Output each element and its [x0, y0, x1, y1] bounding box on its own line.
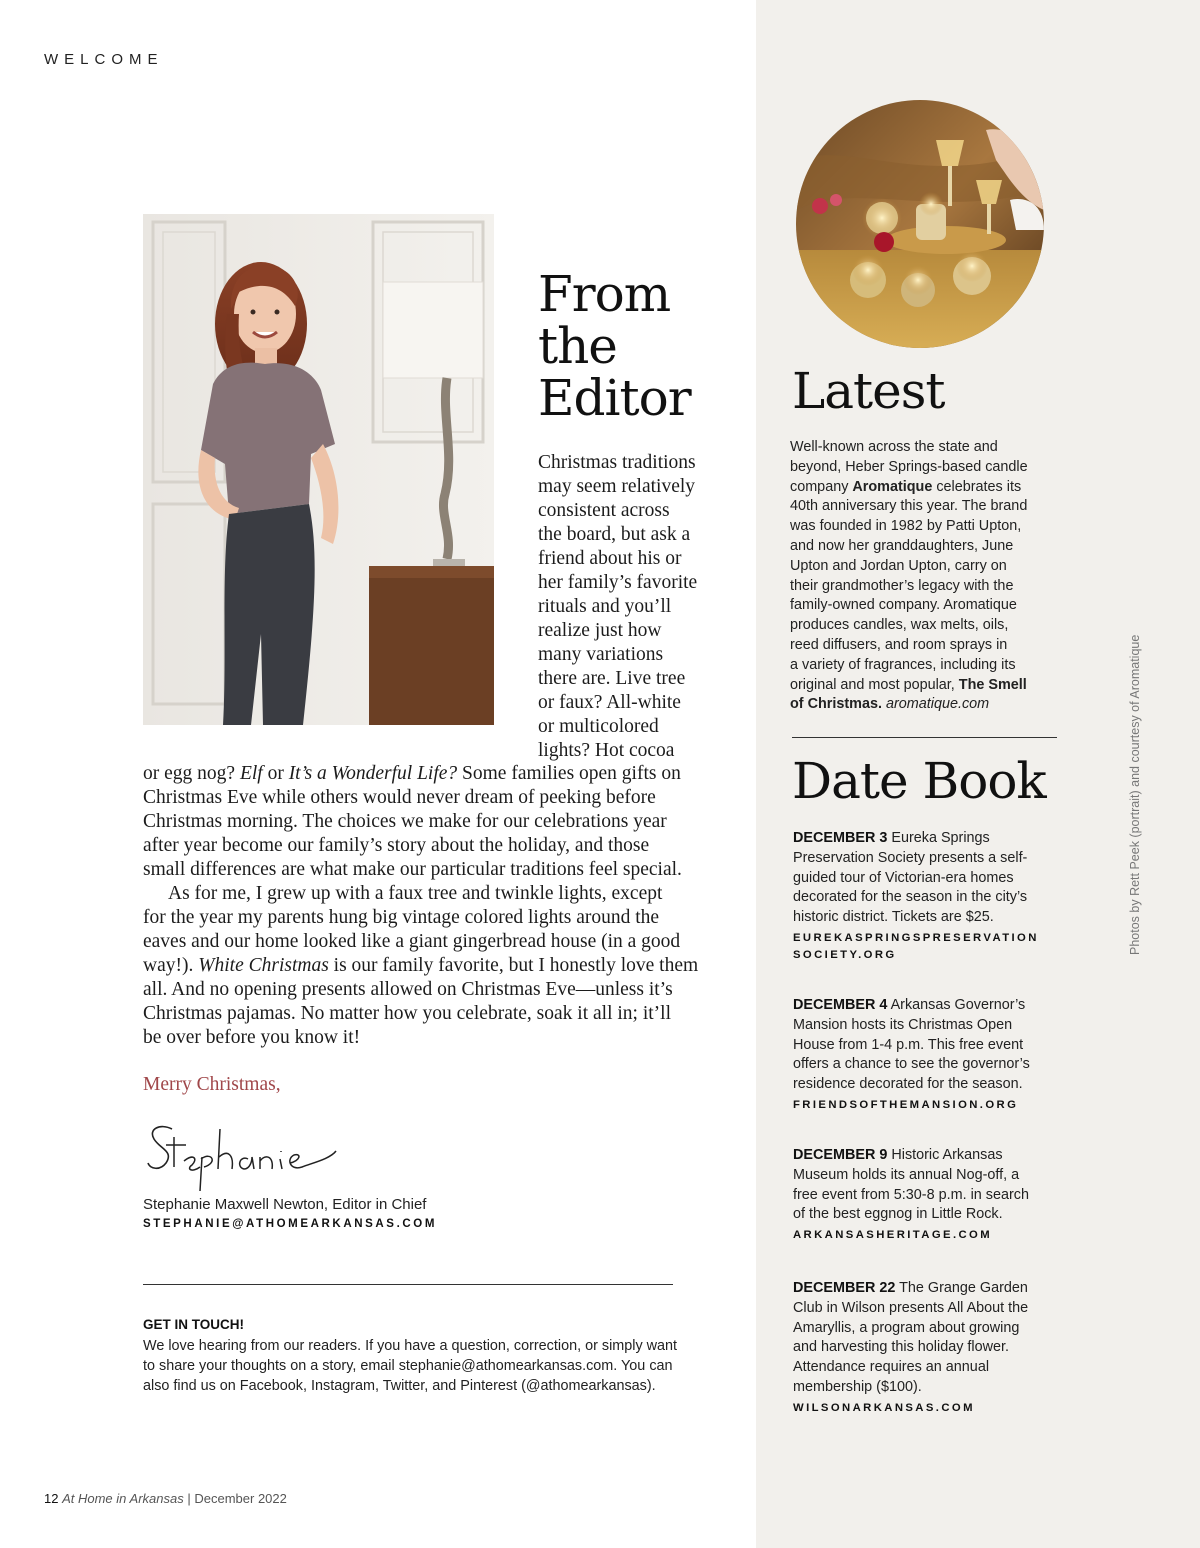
event-text: Arkansas Governor’s [887, 997, 1026, 1013]
latest-title: Latest [792, 362, 945, 420]
event-url[interactable] [793, 1097, 1063, 1114]
letter-line: friend about his or [538, 548, 682, 569]
letter-line: realize just how [538, 620, 662, 641]
event-url[interactable] [793, 1227, 1063, 1244]
photo-credit: Photos by Rett Peek (portrait) and courtesy of Aromatique [1128, 634, 1142, 955]
letter-line: or multicolored [538, 716, 659, 737]
event-line [793, 829, 1063, 849]
editor-title [538, 265, 691, 427]
event-url-line[interactable]: ARKANSASHERITAGE.COM [793, 1229, 993, 1242]
event-date: DECEMBER 9 [793, 1147, 888, 1163]
latest-line: produces candles, wax melts, oils, [790, 617, 1009, 634]
event-text: Historic Arkansas [887, 1147, 1003, 1163]
event-url[interactable] [793, 1400, 1063, 1417]
latest-body [790, 438, 1060, 715]
letter-line [143, 762, 713, 786]
latest-text: celebrates its [932, 478, 1022, 495]
editor-letter-narrow-column [538, 451, 738, 763]
letter-line: As for me, I grew up with a faux tree and twinkle lights, except [168, 883, 663, 904]
divider [143, 1284, 673, 1285]
product-name: of Christmas. [790, 696, 882, 713]
latest-text: original and most popular, [790, 676, 959, 693]
letter-line: be over before you know it! [143, 1027, 361, 1048]
letter-line: lights? Hot cocoa [538, 740, 675, 761]
latest-line: reed diffusers, and room sprays in [790, 636, 1008, 653]
issue-date: December 2022 [194, 1491, 287, 1506]
event-url-line[interactable]: WILSONARKANSAS.COM [793, 1401, 975, 1414]
latest-text: company [790, 478, 853, 495]
letter-line: her family’s favorite [538, 572, 698, 593]
event-url-line[interactable]: FRIENDSOFTHEMANSION.ORG [793, 1098, 1019, 1111]
film-title: White Christmas [198, 955, 329, 976]
event-line: Preservation Society presents a self- [793, 849, 1028, 866]
letter-line: rituals and you’ll [538, 596, 672, 617]
magazine-name: At Home in Arkansas [62, 1491, 184, 1506]
get-in-touch-body [143, 1336, 733, 1396]
film-title: It’s a Wonderful Life? [288, 763, 458, 784]
event-line: membership ($100). [793, 1378, 922, 1395]
event-item [793, 996, 1063, 1114]
latest-line: was founded in 1982 by Patti Upton, [790, 518, 1022, 535]
event-url-line[interactable]: SOCIETY.ORG [793, 948, 897, 961]
letter-line: Christmas pajamas. No matter how you celebrate, soak it all in; it’ll [143, 1003, 671, 1024]
latest-line [790, 478, 1060, 498]
latest-line: family-owned company. Aromatique [790, 597, 1017, 614]
event-text: The Grange Garden [895, 1280, 1028, 1296]
section-label: WELCOME [44, 51, 164, 68]
editor-title-line: the [538, 317, 617, 375]
event-date: DECEMBER 3 [793, 830, 888, 846]
letter-line: or faux? All-white [538, 692, 681, 713]
get-in-touch-heading: GET IN TOUCH! [143, 1317, 244, 1332]
editor-email[interactable]: STEPHANIE@ATHOMEARKANSAS.COM [143, 1218, 438, 1230]
event-line: guided tour of Victorian-era homes [793, 869, 1014, 886]
event-line: free event from 5:30-8 p.m. in search [793, 1186, 1029, 1203]
letter-line: for the year my parents hung big vintage colored lights around the [143, 907, 660, 928]
letter-line: may seem relatively [538, 476, 696, 497]
get-in-touch-line: We love hearing from our readers. If you have a question, correction, or simply want [143, 1338, 678, 1354]
letter-line [143, 954, 713, 978]
letter-line: Christmas traditions [538, 452, 696, 473]
letter-line: consistent across [538, 500, 670, 521]
editor-title-line: From [538, 265, 671, 323]
event-date: DECEMBER 4 [793, 997, 888, 1013]
editor-letter-wide-column [143, 762, 713, 1050]
latest-line: a variety of fragrances, including its [790, 656, 1016, 673]
letter-text: or [262, 763, 289, 784]
latest-line: and now her granddaughters, June [790, 537, 1014, 554]
event-line [793, 1279, 1063, 1299]
event-line: offers a chance to see the governor’s [793, 1056, 1030, 1073]
event-line: Mansion hosts its Christmas Open [793, 1016, 1013, 1033]
letter-line: there are. Live tree [538, 668, 686, 689]
page-footer [44, 1491, 287, 1506]
latest-line: Well-known across the state and [790, 439, 998, 455]
letter-line: after year become our family’s story about the holiday, and those [143, 835, 650, 856]
editor-title-line: Editor [538, 369, 691, 427]
letter-line: Christmas morning. The choices we make for our celebrations year [143, 811, 667, 832]
letter-text: or egg nog? [143, 763, 240, 784]
event-line: Museum holds its annual Nog-off, a [793, 1166, 1020, 1183]
event-line: House from 1-4 p.m. This free event [793, 1036, 1024, 1053]
event-line: Attendance requires an annual [793, 1359, 990, 1376]
latest-line [790, 695, 1060, 715]
letter-text: is our family favorite, but I honestly love them [328, 955, 699, 976]
event-line [793, 1146, 1063, 1166]
editor-signature [140, 1115, 340, 1200]
event-text: Eureka Springs [887, 830, 990, 846]
event-line: Amaryllis, a program about growing [793, 1319, 1020, 1336]
event-line [793, 996, 1063, 1016]
letter-line: the board, but ask a [538, 524, 691, 545]
latest-line: 40th anniversary this year. The brand [790, 498, 1028, 515]
letter-line: all. And no opening presents allowed on Christmas Eve—unless it’s [143, 979, 673, 1000]
letter-text: Some families open gifts on [457, 763, 681, 784]
letter-text: way!). [143, 955, 199, 976]
closing-salutation: Merry Christmas, [143, 1074, 281, 1095]
letter-line: Christmas Eve while others would never dream of peeking before [143, 787, 656, 808]
latest-line: Upton and Jordan Upton, carry on [790, 557, 1007, 574]
latest-line: their grandmother’s legacy with the [790, 577, 1014, 594]
event-line: Club in Wilson presents All About the [793, 1299, 1029, 1316]
latest-line: beyond, Heber Springs-based candle [790, 458, 1028, 475]
candles-photo [796, 100, 1044, 348]
event-line: decorated for the season in the city’s [793, 889, 1028, 906]
event-url-line[interactable]: EUREKASPRINGSPRESERVATION [793, 931, 1039, 944]
editor-portrait-photo [143, 214, 494, 725]
date-book-title: Date Book [792, 752, 1046, 810]
event-line: and harvesting this holiday flower. [793, 1339, 1009, 1356]
event-line: of the best eggnog in Little Rock. [793, 1206, 1003, 1223]
letter-line: many variations [538, 644, 664, 665]
product-name: The Smell [958, 676, 1027, 693]
letter-line: small differences are what make our particular traditions feel special. [143, 859, 682, 880]
event-line: residence decorated for the season. [793, 1076, 1023, 1093]
event-item [793, 1146, 1063, 1244]
footer-separator: | [187, 1491, 191, 1506]
latest-line [790, 676, 1060, 696]
latest-url[interactable]: aromatique.com [881, 696, 990, 713]
sidebar-divider [792, 737, 1057, 738]
get-in-touch-line: to share your thoughts on a story, email stephanie@athomearkansas.com. You can [143, 1358, 673, 1374]
film-title: Elf [239, 763, 263, 784]
brand-name: Aromatique [852, 478, 933, 495]
event-item [793, 1279, 1063, 1417]
event-line: historic district. Tickets are $25. [793, 909, 994, 926]
editor-name: Stephanie Maxwell Newton, Editor in Chief [143, 1196, 427, 1213]
page-number: 12 [44, 1491, 59, 1506]
event-url[interactable] [793, 930, 1063, 964]
event-date: DECEMBER 22 [793, 1280, 896, 1296]
letter-line: eaves and our home looked like a giant gingerbread house (in a good [143, 931, 681, 952]
get-in-touch-line: also find us on Facebook, Instagram, Twitter, and Pinterest (@athomearkansas). [143, 1378, 656, 1394]
event-item [793, 829, 1063, 964]
